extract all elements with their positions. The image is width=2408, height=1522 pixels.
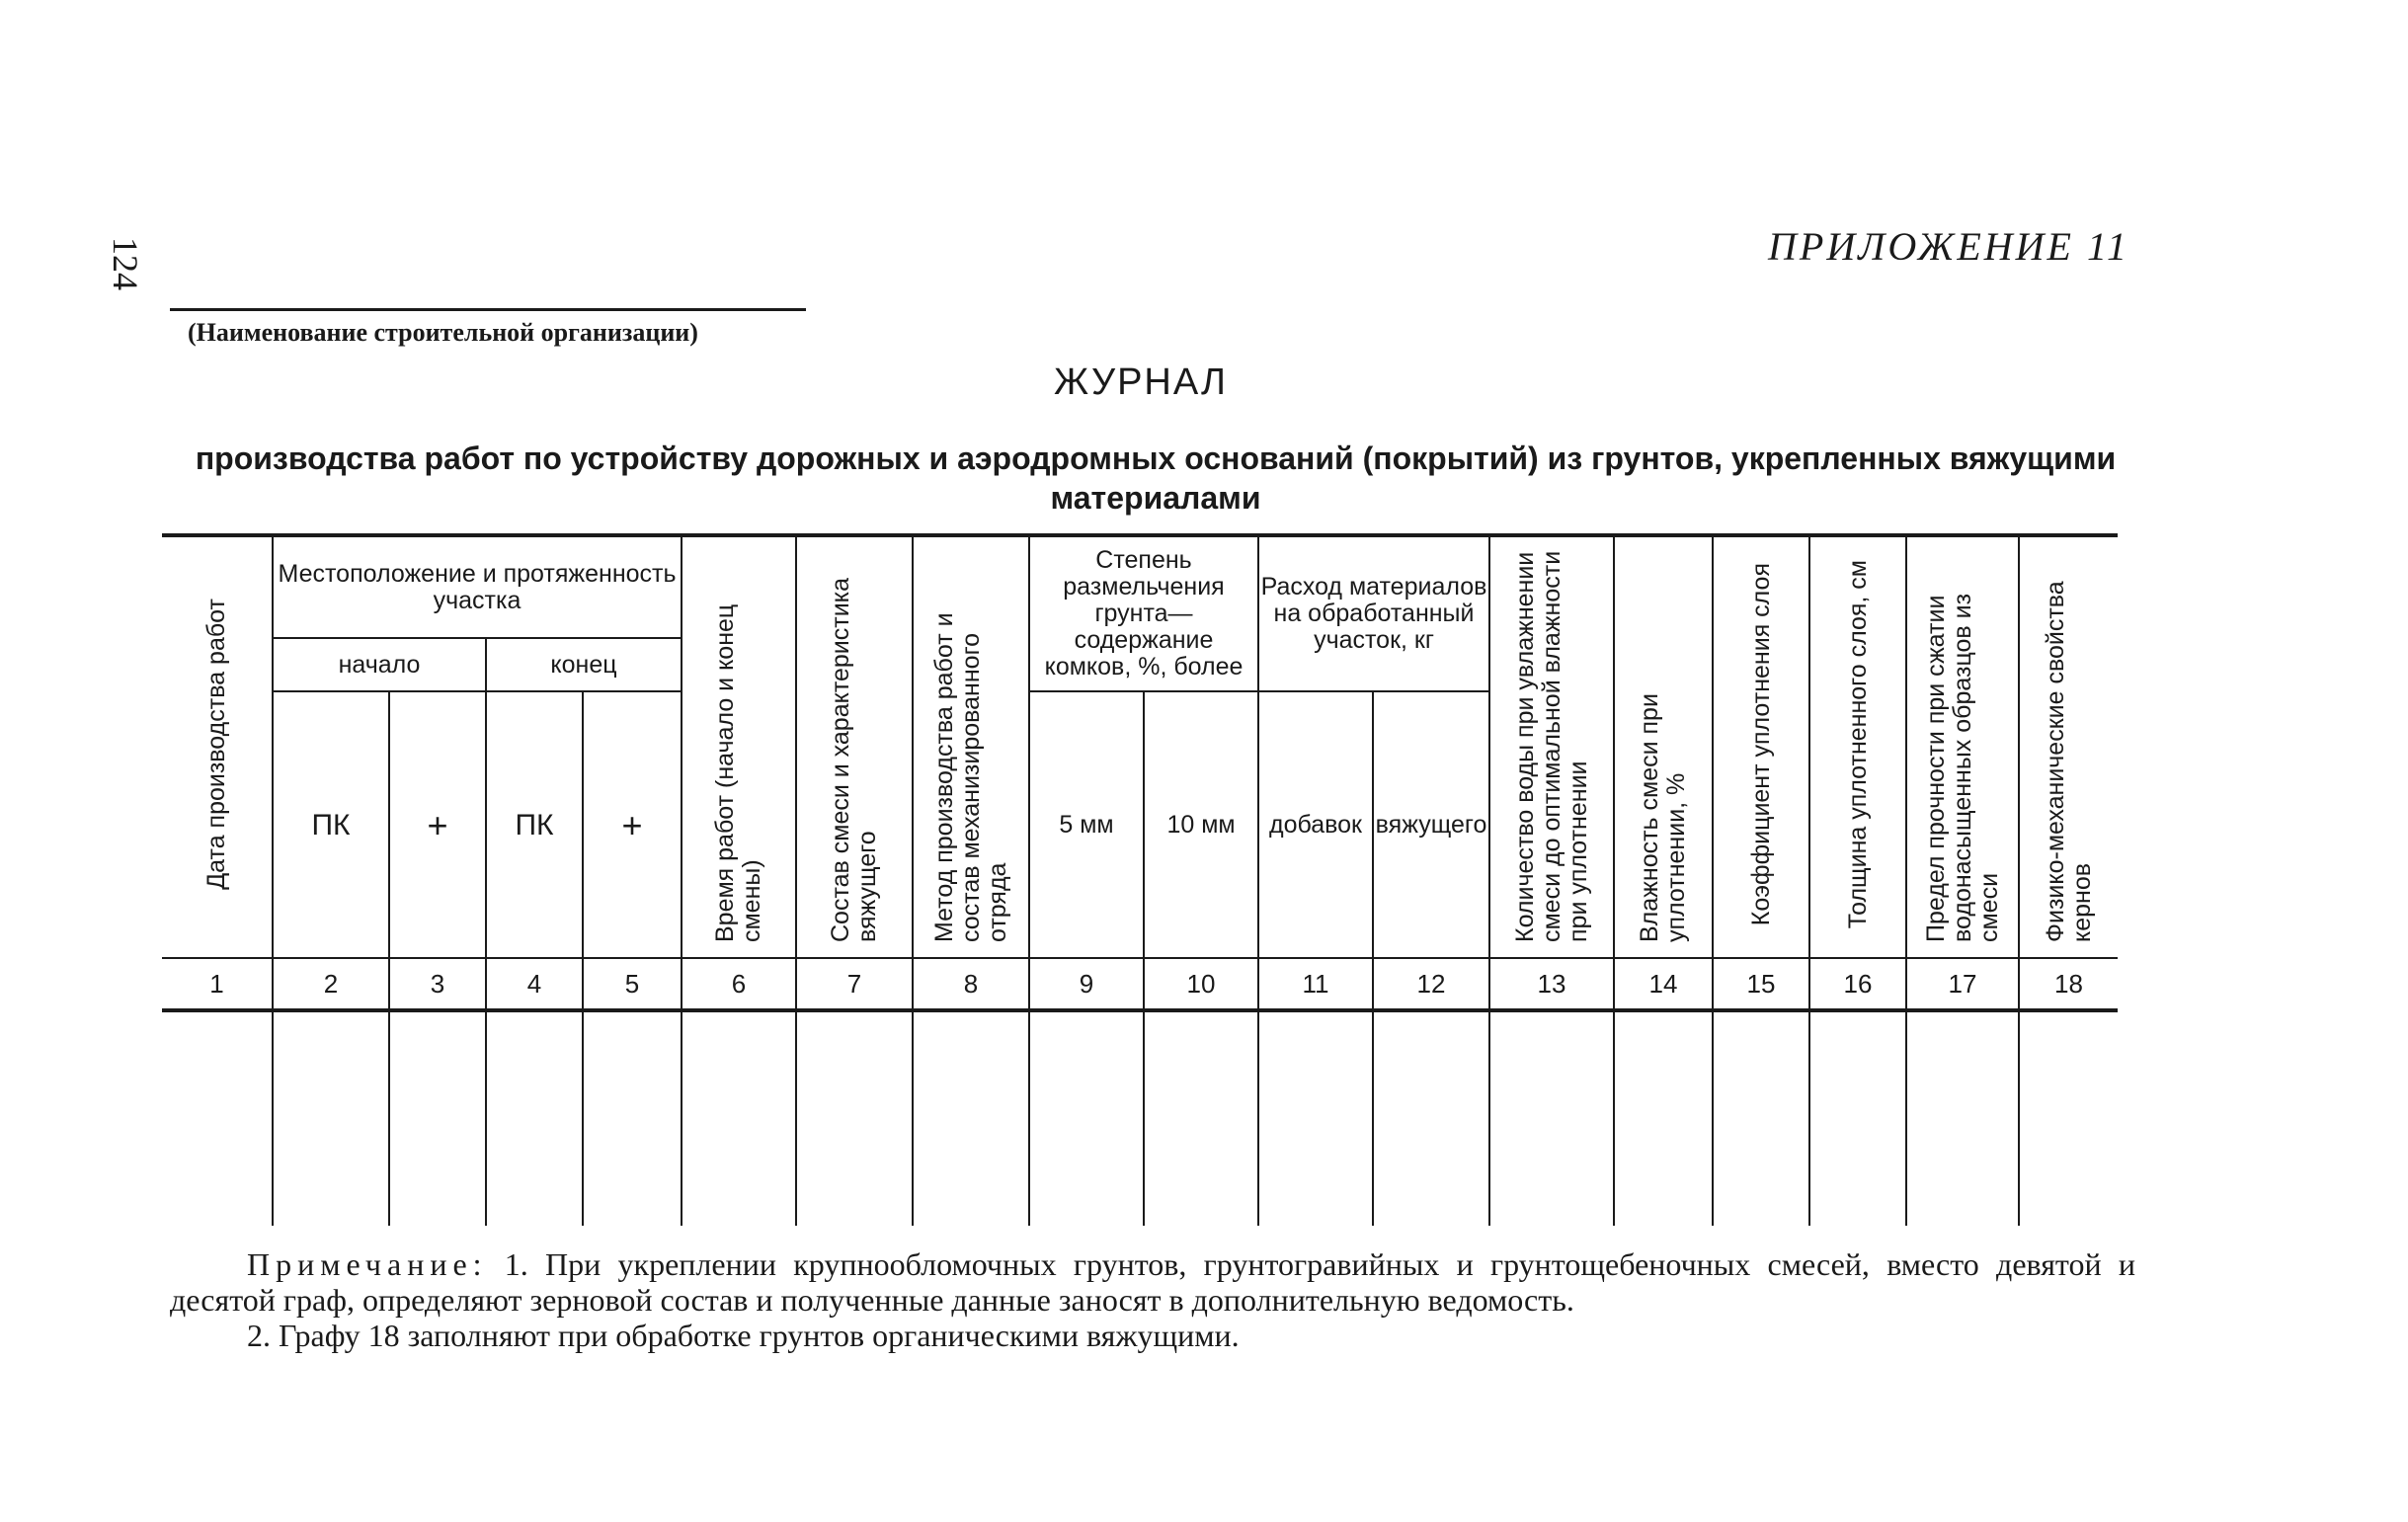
column-number: 10 — [1144, 958, 1258, 1010]
column-number: 12 — [1373, 958, 1489, 1010]
journal-table — [162, 533, 2118, 1226]
column-number: 16 — [1809, 958, 1906, 1010]
column-number: 5 — [583, 958, 682, 1010]
entry-cell[interactable] — [162, 1010, 273, 1226]
header-date: Дата производства работ — [162, 535, 273, 958]
page-number: 124 — [106, 237, 145, 290]
header-pk-start: ПК — [273, 691, 389, 958]
header-plus-end: + — [583, 691, 682, 958]
header-start: начало — [273, 638, 486, 691]
entry-cell[interactable] — [1713, 1010, 1809, 1226]
entry-cell[interactable] — [1373, 1010, 1489, 1226]
column-number: 8 — [913, 958, 1029, 1010]
header-mix-composition: Состав смеси и характеристика вяжущего — [796, 535, 913, 958]
column-number: 1 — [162, 958, 273, 1010]
column-number: 7 — [796, 958, 913, 1010]
header-compaction-coefficient: Коэффициент уплотнения слоя — [1713, 535, 1809, 958]
header-binder: вяжущего — [1373, 691, 1489, 958]
column-number: 13 — [1489, 958, 1614, 1010]
journal-subtitle: производства работ по устройству дорожных и аэродромных оснований (покрытий) из грунтов, укрепленных вяжущими материалами — [195, 441, 2117, 516]
entry-cell[interactable] — [796, 1010, 913, 1226]
organization-caption: (Наименование строительной организации) — [188, 318, 698, 347]
note-block — [170, 1246, 2135, 1353]
entry-cell[interactable] — [1258, 1010, 1373, 1226]
note-line-2: 2. Графу 18 заполняют при обработке грунтов органическими вяжущими. — [247, 1318, 1240, 1353]
entry-cell[interactable] — [1029, 1010, 1144, 1226]
header-5mm: 5 мм — [1029, 691, 1144, 958]
column-number: 11 — [1258, 958, 1373, 1010]
header-plus-start: + — [389, 691, 486, 958]
organization-name-line[interactable] — [170, 308, 806, 311]
header-location: Местоположение и протяженность участка — [273, 535, 682, 638]
header-core-properties: Физико-механические свойства кернов — [2019, 535, 2118, 958]
column-number: 17 — [1906, 958, 2019, 1010]
header-work-method: Метод производства работ и состав механизированного отряда — [913, 535, 1029, 958]
entry-cell[interactable] — [1489, 1010, 1614, 1226]
note-line-1 — [170, 1246, 2135, 1318]
column-number: 14 — [1614, 958, 1713, 1010]
entry-cell[interactable] — [486, 1010, 583, 1226]
column-number: 2 — [273, 958, 389, 1010]
header-additives: добавок — [1258, 691, 1373, 958]
column-number: 6 — [682, 958, 796, 1010]
entry-cell[interactable] — [273, 1010, 389, 1226]
header-pk-end: ПК — [486, 691, 583, 958]
column-number: 9 — [1029, 958, 1144, 1010]
header-layer-thickness: Толщина уплотненного слоя, см — [1809, 535, 1906, 958]
entry-cell[interactable] — [583, 1010, 682, 1226]
header-grinding-degree: Степень размельчения грунта—содержание комков, %, более — [1029, 535, 1258, 691]
header-end: конец — [486, 638, 682, 691]
entry-cell[interactable] — [389, 1010, 486, 1226]
appendix-label: ПРИЛОЖЕНИЕ 11 — [1768, 224, 2129, 269]
entry-cell[interactable] — [1144, 1010, 1258, 1226]
header-10mm: 10 мм — [1144, 691, 1258, 958]
journal-title: ЖУРНАЛ — [1054, 361, 1228, 403]
header-material-consumption: Расход материалов на обработанный участок, кг — [1258, 535, 1489, 691]
entry-cell[interactable] — [1614, 1010, 1713, 1226]
entry-cell[interactable] — [1906, 1010, 2019, 1226]
column-number: 4 — [486, 958, 583, 1010]
column-number: 15 — [1713, 958, 1809, 1010]
entry-cell[interactable] — [1809, 1010, 1906, 1226]
header-water-quantity: Количество воды при увлажнении смеси до оптимальной влажности при уплотнении — [1489, 535, 1614, 958]
header-work-time: Время работ (начало и конец смены) — [682, 535, 796, 958]
header-compressive-strength: Предел прочности при сжатии водонасыщенных образцов из смеси — [1906, 535, 2019, 958]
entry-cell[interactable] — [682, 1010, 796, 1226]
column-number: 18 — [2019, 958, 2118, 1010]
note-label: Примечание: — [247, 1246, 488, 1282]
entry-cell[interactable] — [2019, 1010, 2118, 1226]
header-mix-moisture: Влажность смеси при уплотнении, % — [1614, 535, 1713, 958]
note-text-1: 1. При укреплении крупнообломочных грунтов, грунтогравийных и грунтощебеночных смесей, вместо девятой и десятой граф, определяют зерновой состав и полученные данные заносят в дополнительную ведомость. — [170, 1246, 2136, 1318]
entry-cell[interactable] — [913, 1010, 1029, 1226]
column-number: 3 — [389, 958, 486, 1010]
